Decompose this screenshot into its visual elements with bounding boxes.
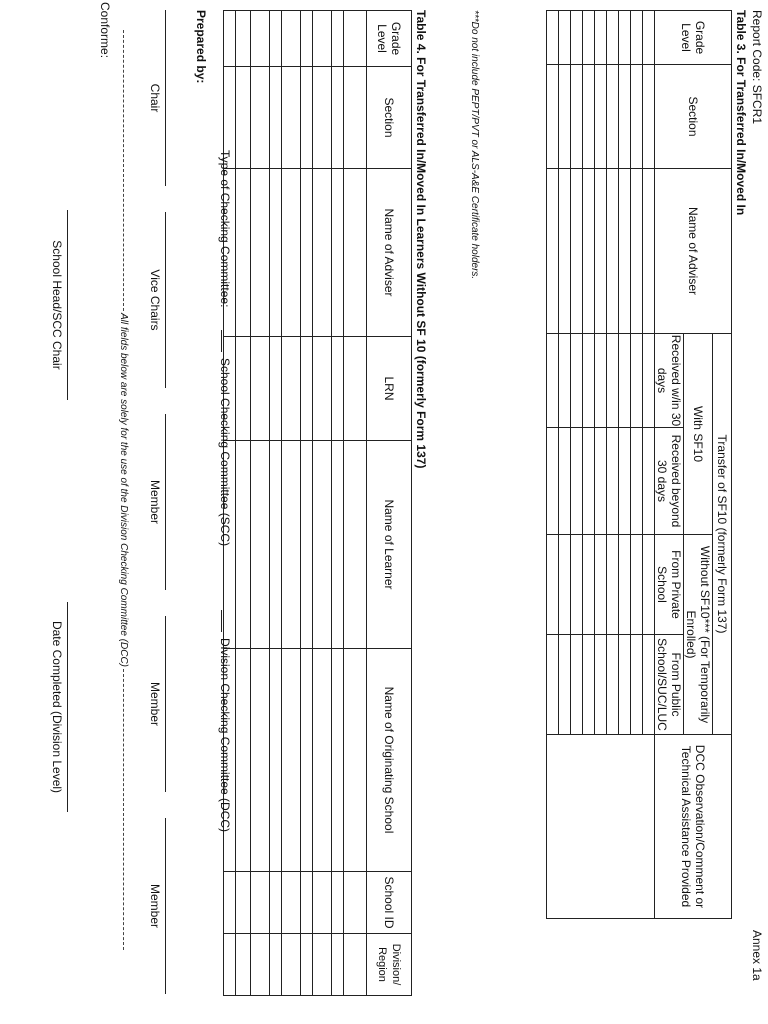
report-code: Report Code: SFCR1 [750,10,764,125]
t4-header-origin: Name of Originating School [367,649,412,872]
t4-header-learner: Name of Learner [367,441,412,649]
table4 [223,10,412,996]
dcc-note: All fields below are solely for the use of the Division Checking Committee (DCC) [118,312,129,668]
member2-label: Member [148,681,162,726]
table-row [270,11,282,996]
conforme-label: Conforme: [98,2,112,59]
t3-header-received-beyond: Received beyond 30 days [655,428,684,535]
dcc-divider-line-right [123,669,124,950]
t3-header-grade: Grade Level [655,11,732,65]
table-row [236,11,251,996]
school-head-label: School Head/SCC Chair [50,240,64,370]
member3-label: Member [148,883,162,928]
vice-chairs-signature-line [165,212,166,388]
committee-dcc-option[interactable] [218,610,232,832]
chair-label: Chair [148,83,162,113]
t3-header-received-within: Received w/in 30 days [655,334,683,427]
t3-header-with-sf10: With SF10 [684,334,713,535]
annex-label: Annex 1a [750,930,764,981]
scc-label: School Checking Committee (SCC) [218,358,232,547]
t4-header-school-id: School ID [367,872,412,934]
chair-signature-line [165,10,166,186]
member3-signature-line [165,818,166,994]
table-row [301,11,313,996]
t3-header-dcc: DCC Observation/Comment or Technical Assistance Provided [655,735,732,919]
table3 [546,10,732,919]
t3-header-private: From Private School [655,535,684,635]
dcc-check-blank[interactable] [221,610,222,632]
dcc-divider [118,30,129,950]
t3-header-adviser: Name of Adviser [655,169,732,334]
table3-title: Table 3. For Transferred In/Moved In [734,10,748,216]
prepared-by-label: Prepared by: [194,10,208,84]
member1-signature-line [165,414,166,590]
dcc-divider-line-left [123,30,124,311]
table-row [282,11,301,996]
committee-label: Type of Checking Committee: [218,150,232,308]
table-row [251,11,270,996]
t4-header-section: Section [367,67,412,169]
table-row [332,11,344,996]
table-row [643,11,655,919]
scc-check-blank[interactable] [221,330,222,352]
t3-header-transfer: Transfer of SF10 (formerly Form 137) [713,334,732,735]
t4-header-lrn: LRN [367,337,412,441]
t3-header-section: Section [655,65,732,169]
dcc-label: Division Checking Committee (DCC) [218,638,232,833]
member1-label: Member [148,479,162,524]
t4-header-grade: Grade Level [367,11,412,67]
date-completed-line [67,602,68,812]
table3-note: ***Do not include PEPT/PVT or ALS-A&E Certificate holders. [469,10,480,280]
committee-scc-option[interactable] [218,330,232,546]
table-row [344,11,367,996]
school-head-signature-line [67,210,68,400]
t4-header-adviser: Name of Adviser [367,169,412,337]
t4-header-division: Division/ Region [367,934,412,996]
member2-signature-line [165,616,166,792]
t3-header-public: From Public School/SUC/LUC [655,635,684,735]
t3-header-without-sf10: Without SF10*** (For Temporarily Enrolled) [684,535,713,735]
table4-title: Table 4. For Transferred In/Moved In Learners Without SF 10 (formerly Form 137) [414,10,428,469]
vice-chairs-label: Vice Chairs [148,269,162,331]
date-completed-label: Date Completed (Division Level) [50,620,64,794]
table-row [313,11,332,996]
